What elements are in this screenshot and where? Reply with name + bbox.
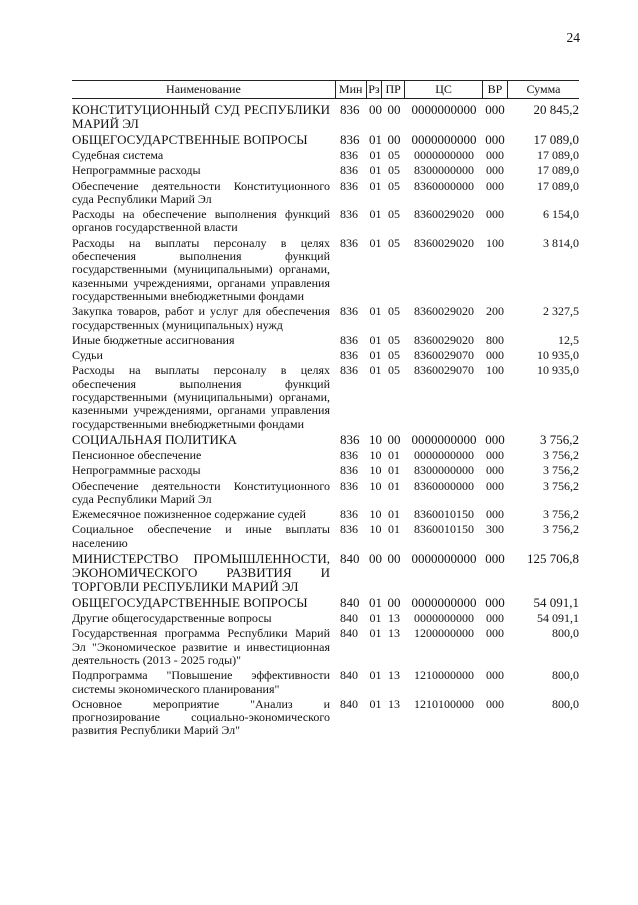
row-name: ОБЩЕГОСУДАРСТВЕННЫЕ ВОПРОСЫ — [72, 595, 308, 611]
table-row — [72, 149, 579, 162]
row-pr: 05 — [388, 235, 400, 250]
row-pr: 13 — [388, 626, 400, 641]
row-name: МИНИСТЕРСТВО ПРОМЫШЛЕННОСТИ, ЭКОНОМИЧЕСКОГО РАЗВИТИЯ И ТОРГОВЛИ РЕСПУБЛИКИ МАРИЙ ЭЛ — [72, 551, 330, 595]
row-vr: 000 — [486, 626, 504, 641]
header-vr: ВР — [483, 81, 508, 98]
row-sum: 10 935,0 — [537, 348, 579, 363]
budget-table — [72, 80, 579, 740]
row-min: 836 — [340, 332, 358, 347]
row-name: Обеспечение деятельности Конституционного суда Республики Марий Эл — [72, 478, 330, 506]
row-rz: 01 — [369, 611, 382, 626]
row-rz: 01 — [369, 668, 382, 683]
row-pr: 01 — [388, 463, 400, 478]
row-vr: 000 — [486, 148, 504, 162]
row-min: 836 — [340, 178, 358, 193]
row-sum: 54 091,1 — [537, 611, 579, 626]
row-sum: 3 756,2 — [543, 463, 579, 478]
row-name: Судьи — [72, 348, 103, 363]
row-pr: 05 — [388, 332, 400, 347]
row-rz: 01 — [369, 696, 382, 711]
row-vr: 000 — [486, 163, 504, 178]
row-pr: 13 — [388, 696, 400, 711]
row-sum: 54 091,1 — [533, 595, 579, 611]
row-min: 836 — [340, 102, 360, 117]
row-vr: 000 — [485, 431, 505, 447]
row-rz: 10 — [369, 431, 382, 447]
row-vr: 000 — [485, 551, 505, 567]
row-pr: 05 — [388, 304, 400, 319]
row-pr: 00 — [387, 595, 401, 611]
row-name: Подпрограмма "Повышение эффективности системы экономического планирования" — [72, 668, 330, 696]
row-rz: 01 — [369, 304, 382, 319]
row-name: Другие общегосударственные вопросы — [72, 611, 272, 626]
table-row — [72, 449, 579, 462]
header-pr: ПР — [382, 81, 405, 98]
row-vr: 000 — [486, 611, 504, 626]
row-name: Расходы на выплаты персоналу в целях обеспечения выполнения функций государственными (муниципальными) органами, казенными учреждениями, органами управления государственными внебюджетными фондами — [72, 235, 330, 303]
row-name: Обеспечение деятельности Конституционного суда Республики Марий Эл — [72, 178, 330, 206]
row-rz: 01 — [369, 348, 382, 363]
row-vr: 000 — [486, 478, 504, 493]
row-cs: 8360029070 — [414, 363, 474, 378]
row-pr: 00 — [387, 102, 401, 117]
row-sum: 20 845,2 — [533, 102, 579, 117]
row-sum: 2 327,5 — [543, 304, 579, 319]
row-vr: 300 — [486, 522, 504, 537]
row-name: Расходы на обеспечение выполнения функций органов государственной власти — [72, 207, 330, 235]
row-min: 836 — [340, 132, 360, 147]
row-cs: 1210100000 — [414, 696, 474, 711]
row-sum: 17 089,0 — [537, 178, 579, 193]
row-name: ОБЩЕГОСУДАРСТВЕННЫЕ ВОПРОСЫ — [72, 132, 308, 147]
row-name: Пенсионное обеспечение — [72, 447, 202, 462]
table-row — [72, 364, 579, 430]
row-cs: 8360029070 — [414, 348, 474, 363]
table-header — [72, 80, 579, 99]
row-cs: 8360010150 — [414, 522, 474, 537]
row-sum: 17 089,0 — [537, 163, 579, 178]
table-row — [72, 103, 579, 131]
table-row — [72, 464, 579, 477]
row-sum: 3 756,2 — [543, 447, 579, 462]
row-min: 836 — [340, 463, 358, 478]
row-vr: 000 — [486, 668, 504, 683]
row-vr: 000 — [486, 447, 504, 462]
row-min: 836 — [340, 522, 358, 537]
row-min: 836 — [340, 507, 358, 522]
row-cs: 0000000000 — [414, 447, 474, 462]
table-row — [72, 237, 579, 303]
row-rz: 01 — [369, 595, 382, 611]
row-rz: 01 — [369, 363, 382, 378]
table-row — [72, 133, 579, 147]
row-cs: 0000000000 — [411, 551, 477, 567]
row-min: 836 — [340, 363, 358, 378]
row-vr: 000 — [485, 132, 505, 147]
table-body — [72, 103, 579, 738]
row-cs: 0000000000 — [414, 148, 474, 162]
row-cs: 8360029020 — [414, 235, 474, 250]
row-rz: 00 — [369, 551, 382, 567]
row-name: СОЦИАЛЬНАЯ ПОЛИТИКА — [72, 431, 237, 447]
row-cs: 0000000000 — [411, 102, 477, 117]
row-sum: 6 154,0 — [543, 207, 579, 222]
row-rz: 10 — [369, 463, 382, 478]
table-row — [72, 698, 579, 738]
row-cs: 0000000000 — [411, 431, 477, 447]
row-sum: 3 756,2 — [543, 522, 579, 537]
table-row — [72, 433, 579, 447]
header-rz: Рз — [367, 81, 383, 98]
row-cs: 8300000000 — [414, 163, 474, 178]
row-cs: 8360029020 — [414, 332, 474, 347]
table-row — [72, 596, 579, 610]
table-row — [72, 669, 579, 696]
header-sum: Сумма — [526, 82, 561, 96]
row-pr: 00 — [387, 132, 401, 147]
row-min: 836 — [340, 163, 358, 178]
row-sum: 3 756,2 — [543, 507, 579, 522]
row-rz: 10 — [369, 507, 382, 522]
row-cs: 8360029020 — [414, 207, 474, 222]
row-vr: 800 — [486, 332, 504, 347]
row-sum: 3 814,0 — [543, 235, 579, 250]
row-min: 840 — [340, 626, 358, 641]
row-min: 836 — [340, 235, 358, 250]
row-pr: 00 — [387, 551, 401, 567]
row-name: Социальное обеспечение и иные выплаты населению — [72, 522, 330, 550]
row-vr: 000 — [486, 463, 504, 478]
row-cs: 8360010150 — [414, 507, 474, 522]
row-vr: 000 — [486, 696, 504, 711]
row-pr: 01 — [388, 478, 400, 493]
row-sum: 125 706,8 — [527, 551, 579, 567]
row-name: Судебная система — [72, 148, 164, 162]
row-min: 840 — [340, 696, 358, 711]
table-row — [72, 208, 579, 235]
row-cs: 8360000000 — [414, 478, 474, 493]
row-name: Расходы на выплаты персоналу в целях обеспечения выполнения функций государственными (муниципальными) органами, казенными учреждениями, органами управления государственными внебюджетными фондами — [72, 363, 330, 431]
row-sum: 17 089,0 — [533, 132, 579, 147]
row-sum: 800,0 — [552, 668, 579, 683]
row-cs: 8300000000 — [414, 463, 474, 478]
table-row — [72, 627, 579, 667]
row-min: 840 — [340, 551, 360, 567]
row-min: 836 — [340, 304, 358, 319]
table-row — [72, 612, 579, 625]
row-pr: 01 — [388, 507, 400, 522]
table-row — [72, 349, 579, 362]
row-pr: 05 — [388, 178, 400, 193]
row-pr: 05 — [388, 207, 400, 222]
row-vr: 000 — [486, 348, 504, 363]
row-cs: 0000000000 — [411, 595, 477, 611]
row-pr: 13 — [388, 668, 400, 683]
row-min: 836 — [340, 447, 358, 462]
row-name: Государственная программа Республики Марий Эл "Экономическое развитие и инвестиционная деятельность (2013 - 2025 годы)" — [72, 626, 330, 667]
table-row — [72, 480, 579, 507]
row-rz: 01 — [369, 132, 382, 147]
row-min: 836 — [340, 431, 360, 447]
row-name: Непрограммные расходы — [72, 163, 201, 178]
row-rz: 00 — [369, 102, 382, 117]
header-cs: ЦС — [405, 81, 483, 98]
row-min: 836 — [340, 348, 358, 363]
row-min: 840 — [340, 611, 358, 626]
row-rz: 10 — [369, 522, 382, 537]
row-pr: 05 — [388, 348, 400, 363]
row-pr: 01 — [388, 447, 400, 462]
header-min: Мин — [336, 81, 367, 98]
row-rz: 01 — [369, 163, 382, 178]
row-rz: 01 — [369, 178, 382, 193]
row-sum: 3 756,2 — [543, 478, 579, 493]
table-row — [72, 334, 579, 347]
row-sum: 17 089,0 — [537, 148, 579, 162]
row-rz: 01 — [369, 235, 382, 250]
table-row — [72, 180, 579, 207]
row-name: Иные бюджетные ассигнования — [72, 332, 235, 347]
table-row — [72, 164, 579, 177]
row-min: 840 — [340, 668, 358, 683]
row-name: Ежемесячное пожизненное содержание судей — [72, 507, 306, 522]
row-vr: 000 — [485, 595, 505, 611]
row-pr: 05 — [388, 163, 400, 178]
table-row — [72, 552, 579, 594]
row-cs: 1210000000 — [414, 668, 474, 683]
row-min: 836 — [340, 148, 358, 162]
header-name: Наименование — [72, 81, 336, 98]
row-cs: 1200000000 — [414, 626, 474, 641]
row-vr: 000 — [486, 207, 504, 222]
row-vr: 000 — [486, 507, 504, 522]
row-sum: 800,0 — [552, 696, 579, 711]
row-vr: 100 — [486, 235, 504, 250]
row-name: Основное мероприятие "Анализ и прогнозирование социально-экономического развития Республики Марий Эл" — [72, 696, 330, 738]
row-cs: 8360000000 — [414, 178, 474, 193]
row-vr: 200 — [486, 304, 504, 319]
row-vr: 000 — [485, 102, 505, 117]
row-rz: 01 — [369, 207, 382, 222]
row-cs: 0000000000 — [414, 611, 474, 626]
table-row — [72, 523, 579, 550]
row-cs: 8360029020 — [414, 304, 474, 319]
row-cs: 0000000000 — [411, 132, 477, 147]
row-pr: 01 — [388, 522, 400, 537]
row-min: 836 — [340, 478, 358, 493]
table-row — [72, 508, 579, 521]
page-number: 24 — [566, 30, 580, 45]
row-rz: 01 — [369, 332, 382, 347]
row-sum: 800,0 — [552, 626, 579, 641]
row-name: Непрограммные расходы — [72, 463, 201, 478]
row-name: КОНСТИТУЦИОННЫЙ СУД РЕСПУБЛИКИ МАРИЙ ЭЛ — [72, 102, 330, 131]
row-rz: 10 — [369, 478, 382, 493]
row-rz: 01 — [369, 148, 382, 162]
row-rz: 10 — [369, 447, 382, 462]
row-pr: 05 — [388, 148, 400, 162]
row-rz: 01 — [369, 626, 382, 641]
row-pr: 05 — [388, 363, 400, 378]
row-vr: 000 — [486, 178, 504, 193]
row-min: 840 — [340, 595, 360, 611]
row-pr: 00 — [387, 431, 401, 447]
table-row — [72, 305, 579, 332]
row-sum: 12,5 — [558, 332, 579, 347]
row-sum: 10 935,0 — [537, 363, 579, 378]
row-sum: 3 756,2 — [540, 431, 579, 447]
row-name: Закупка товаров, работ и услуг для обеспечения государственных (муниципальных) нужд — [72, 304, 330, 332]
row-min: 836 — [340, 207, 358, 222]
row-vr: 100 — [486, 363, 504, 378]
row-pr: 13 — [388, 611, 400, 626]
